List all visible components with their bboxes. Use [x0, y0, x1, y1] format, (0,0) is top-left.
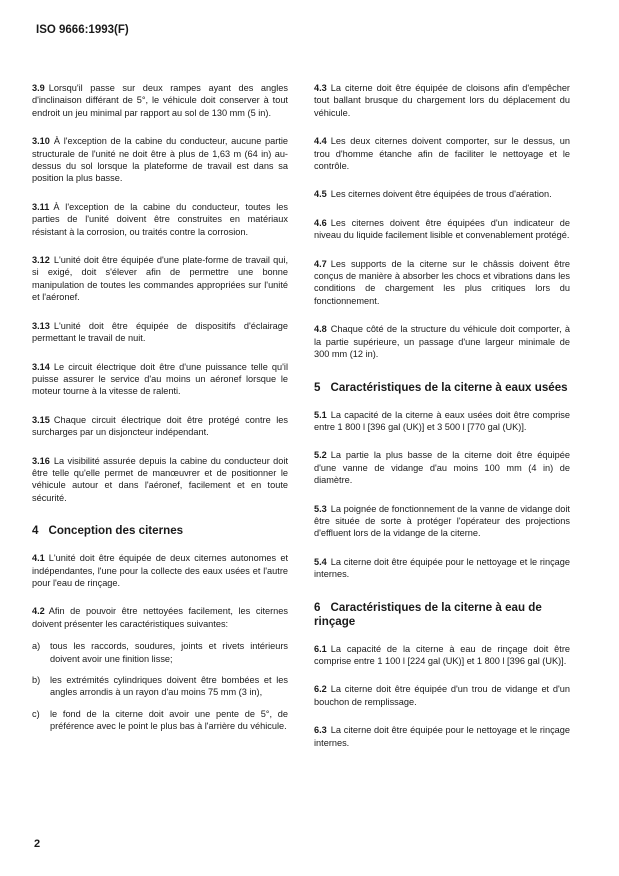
- clause-number: 3.14: [32, 361, 50, 372]
- clause-paragraph: [314, 188, 570, 200]
- right-paragraphs-section-6: [314, 643, 570, 749]
- right-paragraphs-section-5: [314, 409, 570, 581]
- list-marker: a): [32, 641, 41, 652]
- clause-paragraph: [314, 724, 570, 749]
- clause-number: 3.15: [32, 414, 50, 425]
- right-column: [314, 82, 570, 765]
- section-number: 6: [314, 600, 321, 614]
- clause-text: La citerne doit être équipée pour le nettoyage et le rinçage internes.: [314, 556, 570, 580]
- clause-text: Lorsqu'il passe sur deux rampes ayant des angles d'inclinaison différant de 5°, le véhicule doit conserver à tout endroit un jeu minimal par rapport au sol de 130 mm (5 in).: [32, 83, 288, 118]
- clause-paragraph: [314, 643, 570, 668]
- clause-text: La citerne doit être équipée pour le nettoyage et le rinçage internes.: [314, 725, 570, 748]
- clause-number: 5.1: [314, 409, 327, 420]
- right-paragraphs-section-4: [314, 82, 570, 361]
- section-heading-6: [314, 601, 570, 629]
- section-title: Caractéristiques de la citerne à eaux usées: [330, 380, 568, 394]
- clause-number: 5.4: [314, 556, 327, 567]
- clause-text: Les deux citernes doivent comporter, sur le dessus, un trou d'homme étanche afin de faciliter le nettoyage et le contrôle.: [314, 136, 570, 172]
- clause-text: La citerne doit être équipée d'un trou de vidange et d'un bouchon de remplissage.: [314, 684, 570, 707]
- clause-text: La partie la plus basse de la citerne doit être équipée d'une vanne de vidange d'au moins 100 mm (4 in) de diamètre.: [314, 450, 570, 486]
- clause-text: La visibilité assurée depuis la cabine du conducteur doit être telle qu'elle permet de manœuvrer et de positionner le véhicule autour et dans l'aéronef, facilement et en toute sécurité.: [32, 455, 288, 503]
- clause-paragraph: [32, 414, 288, 439]
- clause-paragraph: [314, 82, 570, 119]
- section-heading-5: [314, 381, 570, 395]
- clause-paragraph: [314, 449, 570, 486]
- clause-text: La citerne doit être équipée de cloisons afin d'empêcher tout ballant brusque du chargement lors du déplacement du véhicule.: [314, 83, 570, 118]
- left-column: [32, 82, 288, 749]
- clause-paragraph: [314, 503, 570, 540]
- clause-number: 3.9: [32, 83, 45, 93]
- clause-number: 6.2: [314, 684, 327, 695]
- clause-paragraph: [314, 409, 570, 434]
- clause-paragraph: [32, 455, 288, 505]
- clause-text: Afin de pouvoir être nettoyées facilement, les citernes doivent présenter les caractéristiques suivantes:: [32, 606, 288, 629]
- document-header: ISO 9666:1993(F): [36, 24, 129, 36]
- list-marker: c): [32, 708, 40, 719]
- clause-number: 3.12: [32, 255, 50, 266]
- clause-text: La capacité de la citerne à eau de rinçage doit être comprise entre 1 100 l [224 gal (UK)] et 1 800 l [396 gal (UK)].: [314, 643, 570, 666]
- section-title: Caractéristiques de la citerne à eau de rinçage: [314, 600, 542, 628]
- clause-number: 3.10: [32, 136, 50, 147]
- list-text: le fond de la citerne doit avoir une pente de 5°, de préférence avec le point le plus bas à l'arrière du véhicule.: [50, 708, 288, 732]
- clause-number: 3.11: [32, 201, 50, 212]
- clause-paragraph: [314, 683, 570, 708]
- list-marker: b): [32, 675, 41, 685]
- clause-number: 4.3: [314, 83, 327, 93]
- clause-number: 4.6: [314, 217, 327, 228]
- clause-text: Chaque circuit électrique doit être protégé contre les surcharges par un disjoncteur indépendant.: [32, 414, 288, 438]
- section-title: Conception des citernes: [48, 524, 184, 538]
- clause-number: 3.16: [32, 455, 50, 466]
- clause-text: Chaque côté de la structure du véhicule doit comporter, à la partie supérieure, un passage d'une largeur minimale de 300 mm (12 in).: [314, 324, 570, 360]
- section-heading-4: [32, 524, 288, 538]
- list-item: [32, 674, 288, 699]
- clause-text: L'unité doit être équipée d'une plate-forme de travail qui, si exigé, doit s'élever afin de permettre une bonne manipulation de toutes les commandes appropriées sur l'unité et l'aéronef.: [32, 255, 288, 303]
- clause-text: La poignée de fonctionnement de la vanne de vidange doit être située de sorte à protéger l'opérateur des projections d'effluent lors de la vidange de la citerne.: [314, 503, 570, 539]
- list-text: les extrémités cylindriques doivent être bombées et les angles arrondis à un rayon d'au moins 75 mm (3 in),: [50, 675, 288, 698]
- clause-number: 3.13: [32, 320, 50, 331]
- clause-number: 5.3: [314, 503, 327, 514]
- clause-paragraph: [314, 323, 570, 360]
- clause-number: 6.1: [314, 643, 327, 654]
- clause-paragraph: [32, 135, 288, 185]
- clause-number: 4.7: [314, 258, 327, 269]
- clause-number: 4.2: [32, 606, 45, 617]
- clause-paragraph: [32, 552, 288, 589]
- list-text: tous les raccords, soudures, joints et rivets intérieurs doivent avoir une finition lisse;: [50, 641, 288, 664]
- list-item: [32, 708, 288, 733]
- clause-text: Les supports de la citerne sur le châssis doivent être conçus de manière à absorber les chocs et vibrations dans les conditions de chargement les plus critiques lors du fonctionnement.: [314, 258, 570, 306]
- clause-number: 6.3: [314, 725, 327, 736]
- left-paragraphs-section-4: [32, 552, 288, 630]
- clause-text: À l'exception de la cabine du conducteur, aucune partie structurale de l'unité ne doit être à plus de 1,63 m (64 in) au-dessus du sol lorsque la plateforme de travail est dans sa position la plus basse.: [32, 136, 288, 184]
- list-item: [32, 640, 288, 665]
- clause-paragraph: [314, 258, 570, 308]
- section-number: 5: [314, 380, 321, 394]
- clause-text: Les citernes doivent être équipées d'un indicateur de niveau du liquide facilement lisible et convenablement protégé.: [314, 217, 570, 241]
- clause-paragraph: [32, 361, 288, 398]
- clause-paragraph: [314, 556, 570, 581]
- clause-paragraph: [32, 201, 288, 238]
- clause-text: Le circuit électrique doit être d'une puissance telle qu'il puisse assurer le service d'au moins un aéronef lorsque le moteur tourne à la vitesse de ralenti.: [32, 361, 288, 397]
- section-number: 4: [32, 524, 39, 538]
- clause-number: 5.2: [314, 450, 327, 461]
- clause-text: L'unité doit être équipée de deux citernes autonomes et indépendantes, l'une pour la collecte des eaux usées et l'autre pour l'eau de rinçage.: [32, 553, 288, 588]
- left-paragraphs-section-3: [32, 82, 288, 504]
- clause-number: 4.5: [314, 189, 327, 200]
- clause-paragraph: [32, 320, 288, 345]
- requirements-list: [32, 640, 288, 732]
- clause-text: À l'exception de la cabine du conducteur, toutes les parties de l'unité doivent être construites en matériaux résistant à la corrosion, ou traités contre la corrosion.: [32, 201, 288, 237]
- clause-paragraph: [314, 217, 570, 242]
- clause-text: Les citernes doivent être équipées de trous d'aération.: [330, 189, 552, 200]
- clause-paragraph: [314, 135, 570, 172]
- clause-number: 4.8: [314, 324, 327, 335]
- clause-paragraph: [32, 605, 288, 630]
- clause-text: La capacité de la citerne à eaux usées doit être comprise entre 1 800 l [396 gal (UK)] et 3 500 l [770 gal (UK)].: [314, 409, 570, 432]
- clause-number: 4.4: [314, 136, 327, 147]
- clause-text: L'unité doit être équipée de dispositifs d'éclairage permettant le travail de nuit.: [32, 320, 288, 344]
- clause-paragraph: [32, 82, 288, 119]
- clause-number: 4.1: [32, 553, 45, 564]
- clause-paragraph: [32, 254, 288, 304]
- page-number: 2: [34, 838, 41, 850]
